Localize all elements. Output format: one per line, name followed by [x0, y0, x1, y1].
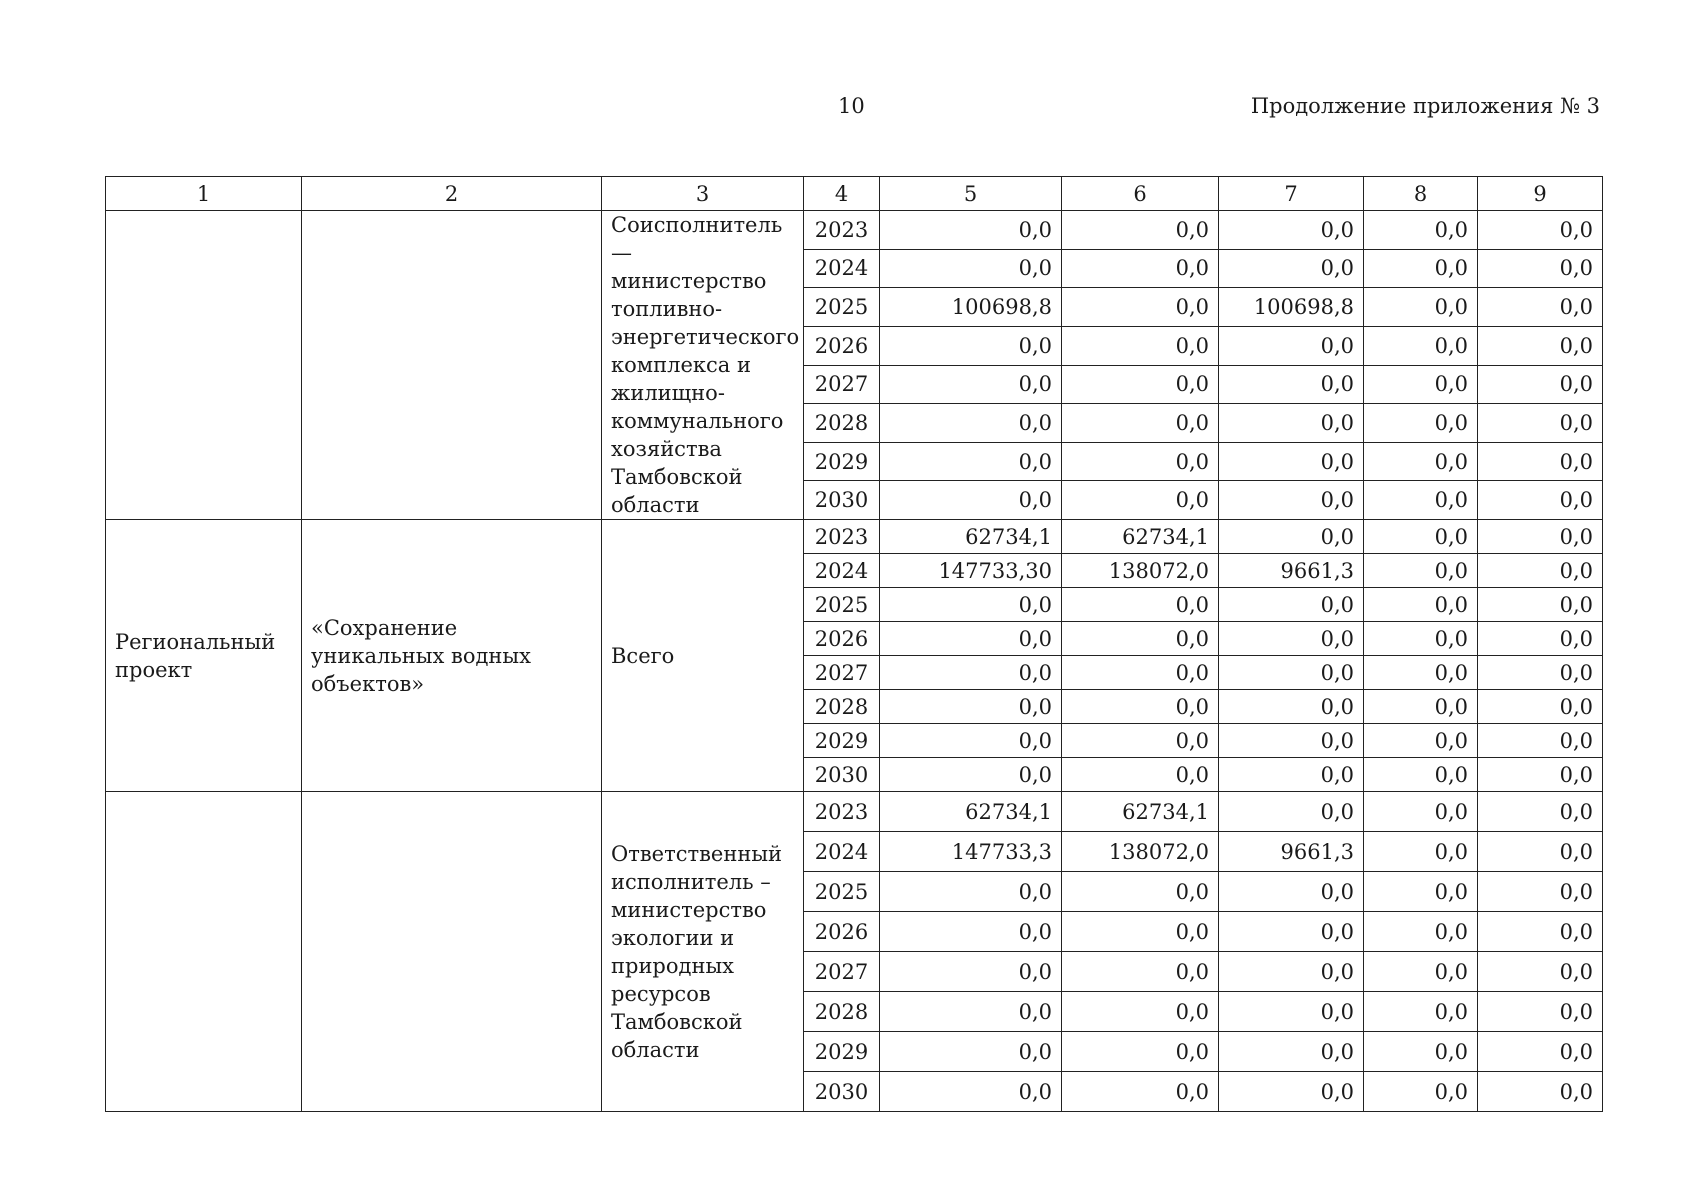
amount-cell: 0,0: [1364, 724, 1478, 758]
amount-cell: 0,0: [1062, 690, 1219, 724]
amount-cell: 0,0: [1062, 656, 1219, 690]
amount-cell: 0,0: [1478, 554, 1603, 588]
program-element-name-cell: [302, 211, 602, 520]
amount-cell: 0,0: [880, 211, 1062, 250]
amount-cell: 0,0: [1478, 326, 1603, 365]
year-cell: 2027: [804, 952, 880, 992]
amount-cell: 0,0: [1219, 1072, 1364, 1112]
year-cell: 2028: [804, 404, 880, 443]
amount-cell: 0,0: [1364, 326, 1478, 365]
appendix-continuation-note: Продолжение приложения № 3: [1250, 94, 1600, 118]
year-cell: 2024: [804, 249, 880, 288]
amount-cell: 0,0: [1478, 724, 1603, 758]
amount-cell: 0,0: [1364, 690, 1478, 724]
executor-cell: Ответственный исполнитель – министерство экологии и природных ресурсов Тамбовской области: [602, 792, 804, 1112]
year-cell: 2024: [804, 832, 880, 872]
amount-cell: 0,0: [1219, 872, 1364, 912]
amount-cell: 0,0: [1364, 288, 1478, 327]
amount-cell: 0,0: [880, 404, 1062, 443]
year-cell: 2023: [804, 792, 880, 832]
table-row: [106, 211, 1603, 250]
amount-cell: 62734,1: [880, 520, 1062, 554]
amount-cell: 0,0: [1478, 588, 1603, 622]
column-header: 3: [602, 177, 804, 211]
amount-cell: 0,0: [1364, 622, 1478, 656]
amount-cell: 0,0: [1062, 912, 1219, 952]
amount-cell: 0,0: [1478, 211, 1603, 250]
amount-cell: 0,0: [1219, 588, 1364, 622]
amount-cell: 62734,1: [1062, 792, 1219, 832]
amount-cell: 0,0: [1062, 952, 1219, 992]
amount-cell: 0,0: [1062, 992, 1219, 1032]
amount-cell: 0,0: [880, 656, 1062, 690]
year-cell: 2028: [804, 690, 880, 724]
amount-cell: 0,0: [1478, 249, 1603, 288]
amount-cell: 0,0: [1062, 588, 1219, 622]
amount-cell: 0,0: [1364, 520, 1478, 554]
page-number: 10: [838, 94, 865, 118]
amount-cell: 0,0: [1478, 872, 1603, 912]
column-header: 2: [302, 177, 602, 211]
executor-cell: Соисполнитель — министерство топливно-энергетического комплекса и жилищно-коммунального хозяйства Тамбовской области: [602, 211, 804, 520]
table-row: [106, 792, 1603, 832]
amount-cell: 0,0: [1364, 1032, 1478, 1072]
amount-cell: 0,0: [1364, 404, 1478, 443]
amount-cell: 0,0: [1219, 792, 1364, 832]
amount-cell: 100698,8: [1219, 288, 1364, 327]
amount-cell: 0,0: [1219, 365, 1364, 404]
amount-cell: 9661,3: [1219, 554, 1364, 588]
amount-cell: 0,0: [1478, 952, 1603, 992]
amount-cell: 0,0: [1219, 520, 1364, 554]
amount-cell: 0,0: [880, 992, 1062, 1032]
amount-cell: 0,0: [1364, 365, 1478, 404]
amount-cell: 0,0: [1219, 481, 1364, 520]
amount-cell: 0,0: [1219, 724, 1364, 758]
amount-cell: 0,0: [1478, 1032, 1603, 1072]
amount-cell: 0,0: [1062, 481, 1219, 520]
amount-cell: 0,0: [880, 912, 1062, 952]
amount-cell: 62734,1: [1062, 520, 1219, 554]
column-header: 4: [804, 177, 880, 211]
year-cell: 2027: [804, 656, 880, 690]
amount-cell: 0,0: [1219, 442, 1364, 481]
executor-cell: Всего: [602, 520, 804, 792]
column-header: 5: [880, 177, 1062, 211]
column-header: 7: [1219, 177, 1364, 211]
amount-cell: 0,0: [1062, 622, 1219, 656]
amount-cell: 0,0: [880, 724, 1062, 758]
amount-cell: 0,0: [880, 952, 1062, 992]
year-cell: 2026: [804, 622, 880, 656]
amount-cell: 0,0: [1478, 365, 1603, 404]
amount-cell: 0,0: [1364, 211, 1478, 250]
amount-cell: 147733,3: [880, 832, 1062, 872]
amount-cell: 0,0: [1062, 404, 1219, 443]
program-element-type-cell: [106, 211, 302, 520]
amount-cell: 0,0: [880, 622, 1062, 656]
amount-cell: 0,0: [880, 872, 1062, 912]
amount-cell: 0,0: [1364, 588, 1478, 622]
amount-cell: 0,0: [1478, 404, 1603, 443]
year-cell: 2023: [804, 211, 880, 250]
amount-cell: 0,0: [1219, 952, 1364, 992]
program-element-name-cell: «Сохранение уникальных водных объектов»: [302, 520, 602, 792]
amount-cell: 0,0: [1219, 326, 1364, 365]
amount-cell: 0,0: [1478, 792, 1603, 832]
year-cell: 2023: [804, 520, 880, 554]
amount-cell: 0,0: [880, 249, 1062, 288]
amount-cell: 0,0: [1062, 1032, 1219, 1072]
column-header: 9: [1478, 177, 1603, 211]
amount-cell: 0,0: [1364, 249, 1478, 288]
amount-cell: 0,0: [880, 758, 1062, 792]
amount-cell: 0,0: [1478, 912, 1603, 952]
amount-cell: 0,0: [1478, 1072, 1603, 1112]
amount-cell: 0,0: [1062, 1072, 1219, 1112]
year-cell: 2030: [804, 758, 880, 792]
year-cell: 2026: [804, 912, 880, 952]
funding-table: [105, 176, 1603, 1112]
amount-cell: 0,0: [1219, 912, 1364, 952]
table-row: [106, 520, 1603, 554]
amount-cell: 0,0: [880, 1032, 1062, 1072]
year-cell: 2025: [804, 288, 880, 327]
amount-cell: 0,0: [1062, 211, 1219, 250]
amount-cell: 0,0: [1478, 520, 1603, 554]
amount-cell: 0,0: [1478, 758, 1603, 792]
program-element-type-cell: [106, 792, 302, 1112]
amount-cell: 0,0: [1062, 758, 1219, 792]
amount-cell: 0,0: [1478, 622, 1603, 656]
amount-cell: 0,0: [1364, 792, 1478, 832]
amount-cell: 0,0: [1062, 288, 1219, 327]
year-cell: 2024: [804, 554, 880, 588]
amount-cell: 0,0: [1364, 758, 1478, 792]
amount-cell: 9661,3: [1219, 832, 1364, 872]
amount-cell: 0,0: [1364, 442, 1478, 481]
amount-cell: 0,0: [1219, 758, 1364, 792]
amount-cell: 0,0: [880, 690, 1062, 724]
amount-cell: 138072,0: [1062, 554, 1219, 588]
amount-cell: 138072,0: [1062, 832, 1219, 872]
year-cell: 2030: [804, 1072, 880, 1112]
year-cell: 2030: [804, 481, 880, 520]
amount-cell: 0,0: [880, 365, 1062, 404]
amount-cell: 100698,8: [880, 288, 1062, 327]
amount-cell: 0,0: [880, 442, 1062, 481]
amount-cell: 0,0: [1478, 832, 1603, 872]
amount-cell: 0,0: [880, 588, 1062, 622]
amount-cell: 0,0: [1062, 872, 1219, 912]
amount-cell: 62734,1: [880, 792, 1062, 832]
amount-cell: 0,0: [1219, 992, 1364, 1032]
amount-cell: 0,0: [1062, 249, 1219, 288]
amount-cell: 0,0: [1364, 912, 1478, 952]
year-cell: 2025: [804, 872, 880, 912]
amount-cell: 0,0: [1364, 872, 1478, 912]
year-cell: 2028: [804, 992, 880, 1032]
amount-cell: 0,0: [1219, 690, 1364, 724]
amount-cell: 0,0: [1478, 992, 1603, 1032]
program-element-type-cell: Региональный проект: [106, 520, 302, 792]
amount-cell: 0,0: [880, 1072, 1062, 1112]
amount-cell: 0,0: [1478, 442, 1603, 481]
amount-cell: 0,0: [1219, 622, 1364, 656]
year-cell: 2029: [804, 1032, 880, 1072]
amount-cell: 0,0: [1062, 442, 1219, 481]
amount-cell: 0,0: [1364, 992, 1478, 1032]
column-number-header-row: [106, 177, 1603, 211]
amount-cell: 0,0: [1364, 481, 1478, 520]
amount-cell: 0,0: [1478, 288, 1603, 327]
amount-cell: 0,0: [1062, 326, 1219, 365]
amount-cell: 0,0: [880, 481, 1062, 520]
amount-cell: 147733,30: [880, 554, 1062, 588]
year-cell: 2029: [804, 442, 880, 481]
amount-cell: 0,0: [1478, 656, 1603, 690]
amount-cell: 0,0: [880, 326, 1062, 365]
column-header: 8: [1364, 177, 1478, 211]
column-header: 1: [106, 177, 302, 211]
amount-cell: 0,0: [1364, 832, 1478, 872]
year-cell: 2029: [804, 724, 880, 758]
year-cell: 2025: [804, 588, 880, 622]
amount-cell: 0,0: [1062, 724, 1219, 758]
amount-cell: 0,0: [1219, 1032, 1364, 1072]
amount-cell: 0,0: [1364, 1072, 1478, 1112]
amount-cell: 0,0: [1062, 365, 1219, 404]
amount-cell: 0,0: [1219, 211, 1364, 250]
amount-cell: 0,0: [1219, 656, 1364, 690]
column-header: 6: [1062, 177, 1219, 211]
amount-cell: 0,0: [1219, 404, 1364, 443]
amount-cell: 0,0: [1364, 952, 1478, 992]
amount-cell: 0,0: [1364, 554, 1478, 588]
program-element-name-cell: [302, 792, 602, 1112]
amount-cell: 0,0: [1219, 249, 1364, 288]
amount-cell: 0,0: [1478, 481, 1603, 520]
year-cell: 2027: [804, 365, 880, 404]
amount-cell: 0,0: [1364, 656, 1478, 690]
year-cell: 2026: [804, 326, 880, 365]
amount-cell: 0,0: [1478, 690, 1603, 724]
